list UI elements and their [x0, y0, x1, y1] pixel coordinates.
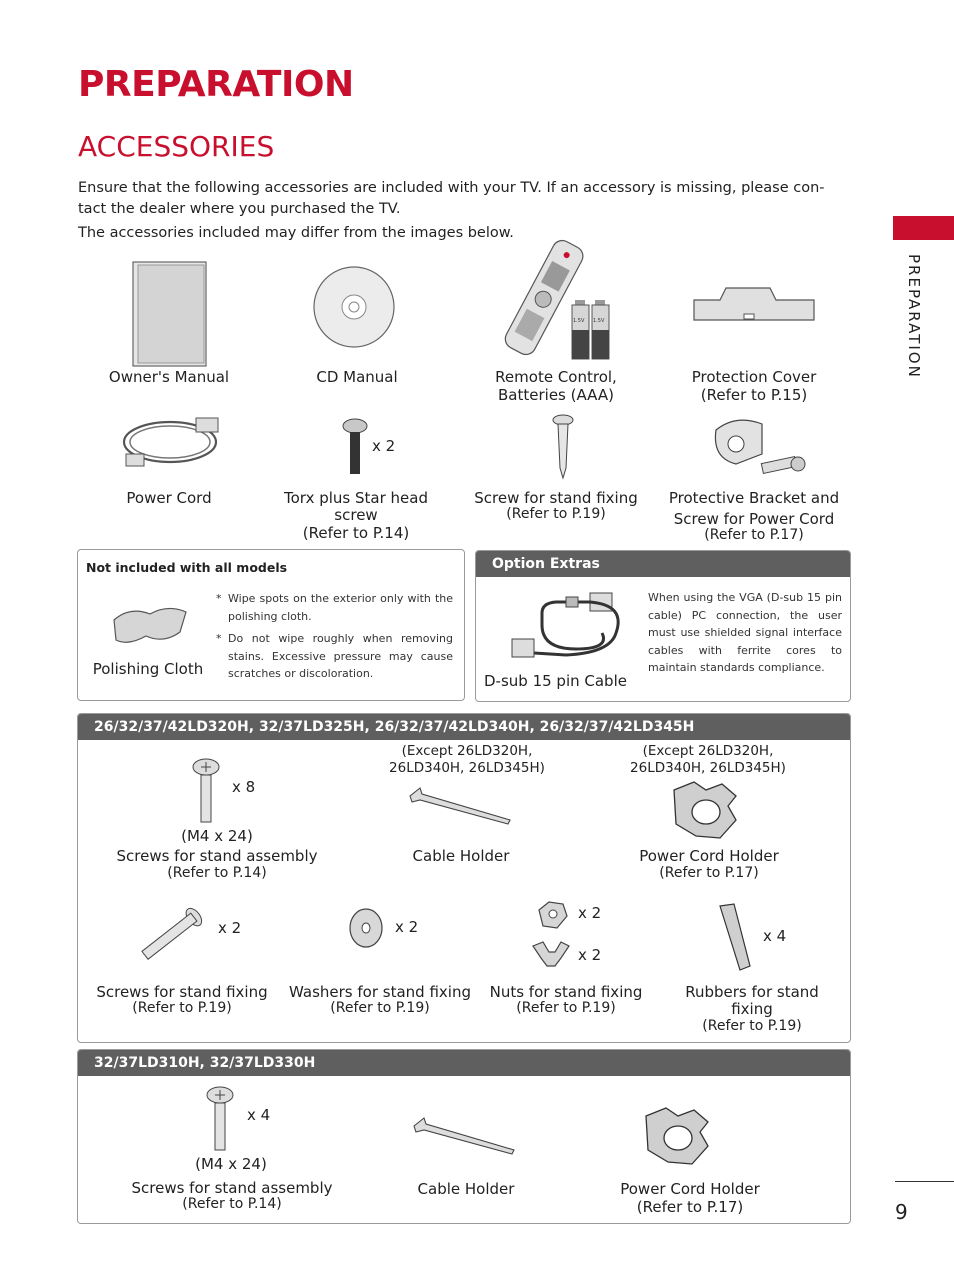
screw-icon — [191, 758, 221, 824]
except-note-2: (Except 26LD320H, — [642, 743, 774, 759]
torx-label: Torx plus Star head — [284, 489, 428, 507]
rubber-icon — [716, 902, 756, 972]
remote-label: Remote Control, — [495, 368, 617, 386]
protection-cover-ref: (Refer to P.15) — [700, 386, 808, 404]
cover-icon — [690, 284, 820, 328]
screw-icon — [552, 414, 574, 480]
cable-holder-icon — [410, 1114, 520, 1154]
battery-icon — [592, 300, 612, 360]
rubber-ref: (Refer to P.19) — [702, 1018, 802, 1034]
note-bullet: * — [216, 632, 222, 645]
fix-ref: (Refer to P.19) — [132, 1000, 232, 1016]
nut-quantity: x 2 — [578, 904, 602, 922]
screws-quantity: x 8 — [232, 778, 256, 796]
b-cable-holder-label: Cable Holder — [417, 1180, 515, 1198]
battery-label: 1.5V — [593, 318, 605, 324]
cd-manual-label: CD Manual — [316, 368, 398, 386]
b-screws-quantity: x 4 — [247, 1106, 271, 1124]
torx-label-screw: screw — [334, 506, 378, 524]
not-included-title: Not included with all models — [86, 560, 288, 575]
battery-label: 1.5V — [573, 318, 585, 324]
side-tab-label: PREPARATION — [905, 254, 923, 379]
torx-quantity: x 2 — [372, 437, 396, 455]
torx-ref: (Refer to P.14) — [302, 524, 410, 542]
b-screws-assembly-ref: (Refer to P.14) — [182, 1196, 282, 1212]
bracket-label: Protective Bracket and — [668, 489, 840, 507]
models-a-title: 26/32/37/42LD320H, 32/37LD325H, 26/32/37/42LD340H, 26/32/37/42LD345H — [78, 714, 850, 740]
screw-icon — [205, 1086, 235, 1152]
side-tab-marker — [893, 216, 954, 240]
page-title: PREPARATION — [78, 64, 354, 105]
bracket-ref: (Refer to P.17) — [704, 527, 804, 543]
vga-cable-icon — [506, 593, 616, 665]
cord-holder-ref: (Refer to P.17) — [659, 865, 759, 881]
nut-icon — [535, 900, 569, 930]
screws-size: (M4 x 24) — [181, 827, 253, 845]
cable-holder-label: Cable Holder — [412, 847, 510, 865]
cloth-note-2: Do not wipe roughly when removing stains. Excessive pressure may cause scratches or discoloration. — [228, 632, 453, 680]
owners-manual-label: Owner's Manual — [108, 368, 230, 386]
screw-stand-ref: (Refer to P.19) — [506, 506, 606, 522]
rubber-quantity: x 4 — [763, 927, 787, 945]
bracket-icon — [706, 414, 806, 484]
models-b-title: 32/37LD310H, 32/37LD330H — [78, 1050, 850, 1076]
note-bullet: * — [216, 592, 222, 605]
cloth-icon — [110, 602, 190, 648]
cloth-note-1: Wipe spots on the exterior only with the polishing cloth. — [228, 592, 453, 623]
washer-ref: (Refer to P.19) — [330, 1000, 430, 1016]
washer-icon — [346, 906, 386, 948]
screw-stand-label: Screw for stand fixing — [474, 489, 638, 507]
rubber-label: Rubbers for stand — [685, 983, 819, 1001]
b-cord-holder-label: Power Cord Holder — [620, 1180, 760, 1198]
fix-quantity: x 2 — [218, 919, 242, 937]
batteries-label: Batteries (AAA) — [498, 386, 614, 404]
book-icon — [133, 262, 208, 368]
protection-cover-label: Protection Cover — [691, 368, 817, 386]
rubber-label-2: fixing — [731, 1000, 773, 1018]
b-screws-assembly-label: Screws for stand assembly — [131, 1179, 333, 1197]
cord-holder-icon — [638, 1106, 714, 1168]
intro-line-1: Ensure that the following accessories are included with your TV. If an accessory is missing, please con- — [78, 180, 825, 196]
intro-line-3: The accessories included may differ from the images below. — [78, 225, 514, 241]
dsub-cable-label: D-sub 15 pin Cable — [484, 672, 627, 690]
page-number-rule — [895, 1181, 954, 1182]
wing-nut-quantity: x 2 — [578, 946, 602, 964]
cd-icon — [313, 266, 397, 350]
battery-icon — [572, 300, 592, 360]
except-note-2b: 26LD340H, 26LD345H) — [630, 760, 786, 776]
nut-label: Nuts for stand fixing — [489, 983, 643, 1001]
power-cord-icon — [120, 412, 224, 472]
not-included-box — [77, 549, 465, 701]
screw-icon — [342, 418, 370, 478]
washer-label: Washers for stand fixing — [289, 983, 471, 1001]
b-screws-size: (M4 x 24) — [195, 1155, 267, 1173]
cable-holder-icon — [406, 784, 516, 824]
screws-assembly-label: Screws for stand assembly — [116, 847, 318, 865]
cord-holder-label: Power Cord Holder — [639, 847, 779, 865]
except-note-1b: 26LD340H, 26LD345H) — [389, 760, 545, 776]
washer-quantity: x 2 — [395, 918, 419, 936]
screw-icon — [130, 906, 212, 964]
power-cord-label: Power Cord — [126, 489, 212, 507]
nut-ref: (Refer to P.19) — [516, 1000, 616, 1016]
b-cord-holder-ref: (Refer to P.17) — [636, 1198, 744, 1216]
cord-holder-icon — [666, 780, 742, 842]
intro-line-2: tact the dealer where you purchased the TV. — [78, 201, 401, 217]
wing-nut-icon — [531, 940, 571, 970]
option-extras-box — [475, 550, 851, 702]
screws-assembly-ref: (Refer to P.14) — [167, 865, 267, 881]
option-extras-title: Option Extras — [476, 551, 850, 577]
except-note-1: (Except 26LD320H, — [401, 743, 533, 759]
section-title: ACCESSORIES — [78, 130, 275, 163]
bracket-label-2: Screw for Power Cord — [673, 510, 835, 528]
cloth-label: Polishing Cloth — [92, 660, 204, 678]
dsub-note: When using the VGA (D-sub 15 pin cable) PC connection, the user must use shielded signal interface cables with ferrite cores to maintain standards compliance. — [648, 591, 842, 674]
page-number: 9 — [895, 1200, 908, 1224]
fix-label: Screws for stand fixing — [96, 983, 268, 1001]
